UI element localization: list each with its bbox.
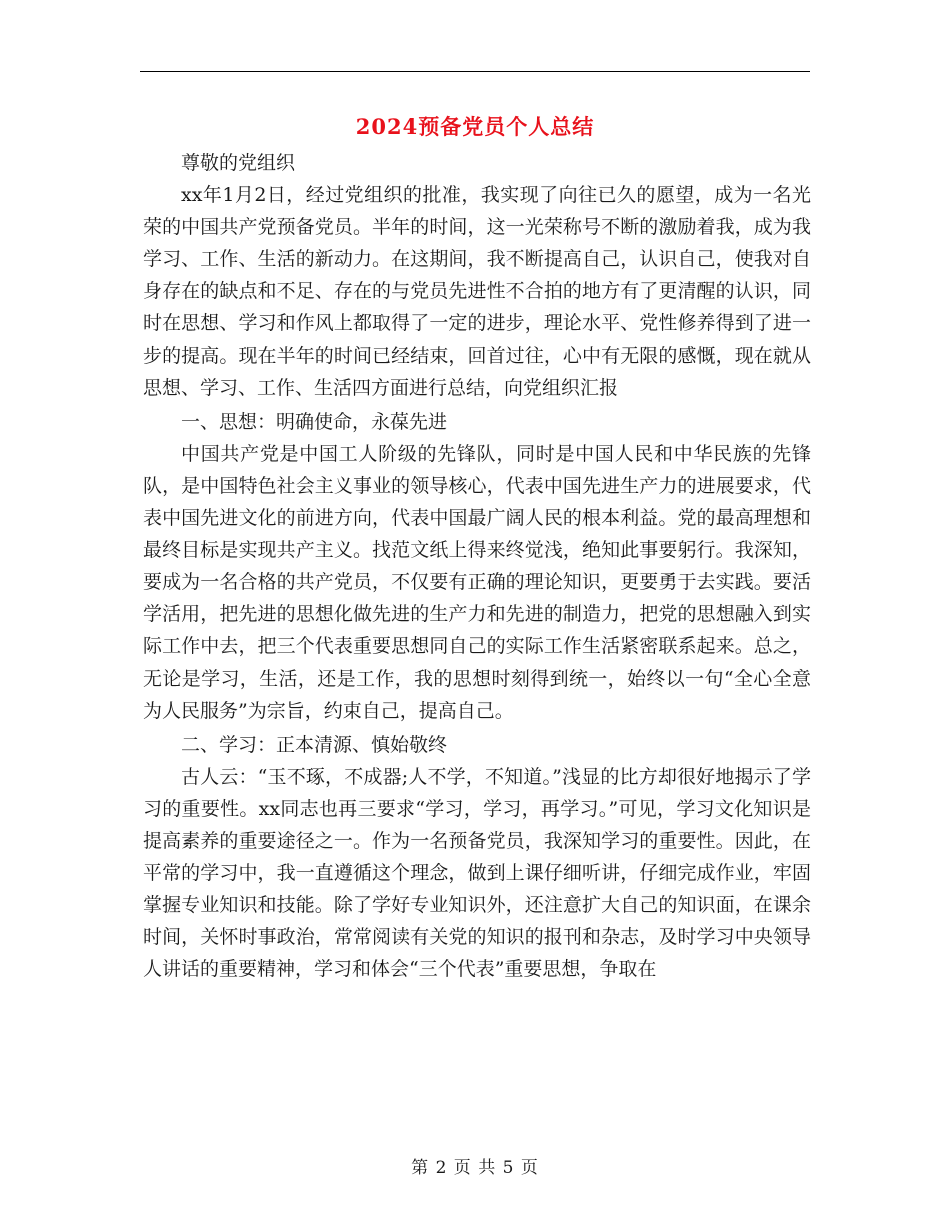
document-body (143, 147, 811, 985)
salutation: 尊敬的党组织 (181, 152, 296, 174)
study-paragraph: 古人云：“玉不琢，不成器;人不学，不知道。”浅显的比方却很好地揭示了学习的重要性。xx同志也再三要求“学习，学习，再学习。”可见，学习文化知识是提高素养的重要途径之一。作为一名预备党员，我深知学习的重要性。因此，在平常的学习中，我一直遵循这个理念，做到上课仔细听讲，仔细完成作业，牢固掌握专业知识和技能。除了学好专业知识外，还注意扩大自己的知识面，在课余时间，关怀时事政治，常常阅读有关党的知识的报刊和杂志，及时学习中央领导人讲话的重要精神，学习和体会“三个代表”重要思想，争取在 (143, 765, 811, 981)
section-heading-study: 二、学习：正本清源、慎始敬终 (181, 733, 448, 756)
intro-paragraph: xx年1月2日，经过党组织的批准，我实现了向往已久的愿望，成为一名光荣的中国共产党预备党员。半年的时间，这一光荣称号不断的激励着我，成为我学习、工作、生活的新动力。在这期间，我不断提高自己，认识自己，使我对自身存在的缺点和不足、存在的与党员先进性不合拍的地方有了更清醒的认识，同时在思想、学习和作风上都取得了一定的进步，理论水平、党性修养得到了进一步的提高。现在半年的时间已经结束，回首过往，心中有无限的感慨，现在就从思想、学习、工作、生活四方面进行总结，向党组织汇报 (143, 184, 811, 399)
page-footer: 第 2 页 共 5 页 (411, 1158, 539, 1178)
document-title: 2024预备党员个人总结 (355, 114, 595, 139)
section-heading-thought: 一、思想：明确使命，永葆先进 (181, 410, 448, 433)
header-rule (140, 71, 810, 72)
thought-paragraph: 中国共产党是中国工人阶级的先锋队，同时是中国人民和中华民族的先锋队，是中国特色社会主义事业的领导核心，代表中国先进生产力的进展要求，代表中国先进文化的前进方向，代表中国最广阔人民的根本利益。党的最高理想和最终目标是实现共产主义。找范文纸上得来终觉浅，绝知此事要躬行。我深知，要成为一名合格的共产党员，不仅要有正确的理论知识，更要勇于去实践。要活学活用，把先进的思想化做先进的生产力和先进的制造力，把党的思想融入到实际工作中去，把三个代表重要思想同自己的实际工作生活紧密联系起来。总之，无论是学习，生活，还是工作，我的思想时刻得到统一，始终以一句“全心全意为人民服务”为宗旨，约束自己，提高自己。 (143, 442, 811, 722)
